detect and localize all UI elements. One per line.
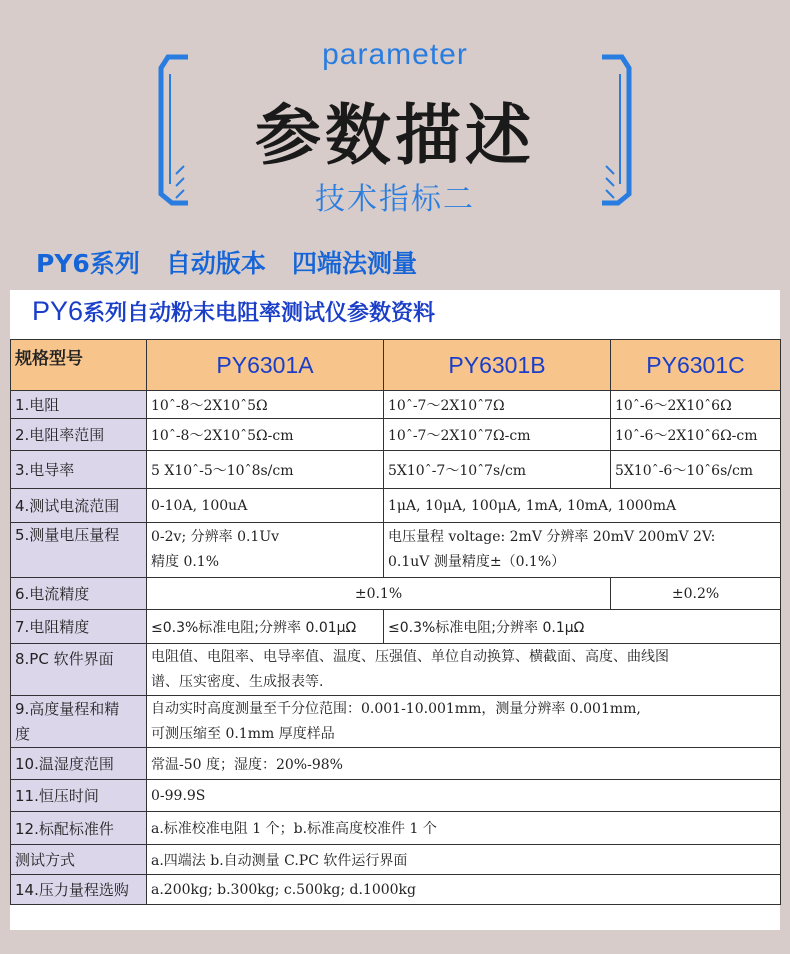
cell-b: 5X10ˆ-7～10ˆ7s/cm [384,451,611,489]
cell-bc: ≤0.3%标准电阻;分辨率 0.1μΩ [384,610,781,644]
cell-value: a.200kg; b.300kg; c.500kg; d.1000kg [147,875,781,905]
cell-a: 5 X10ˆ-5～10ˆ8s/cm [147,451,384,489]
table-row-resistivity [11,419,781,451]
cell-bc-line1: 电压量程 voltage: 2mV 分辨率 20mV 200mV 2V: [388,529,716,545]
row-label: 5.测量电压量程 [11,523,147,578]
table-row-voltage-range [11,523,781,578]
cell-line2: 可测压缩至 0.1mm 厚度样品 [151,725,335,742]
section-header [0,0,790,230]
header-subtitle: 技术指标二 [315,182,475,217]
cell-value: a.标准校准电阻 1 个；b.标准高度校准件 1 个 [147,812,781,845]
row-label: 8.PC 软件界面 [11,644,147,696]
table-row-current-accuracy [11,578,781,610]
cell-bc: 1μA, 10μA, 100μA, 1mA, 10mA, 1000mA [384,489,781,523]
header-english-title: parameter [322,38,468,71]
header-chinese-title: 参数描述 [255,97,535,174]
cell-a-line1: 0-2v; 分辨率 0.1Uv [151,529,280,545]
cell-line1: 电阻值、电阻率、电导率值、温度、压强值、单位自动换算、横截面、高度、曲线图 [151,648,669,665]
cell-a: 10ˆ-8～2X10ˆ5Ω-cm [147,419,384,451]
cell-a: 0-10A, 100uA [147,489,384,523]
row-label: 11.恒压时间 [11,780,147,812]
sheet-title-prefix: PY6 [32,296,84,326]
cell-line2: 谱、压实密度、生成报表等. [151,673,324,690]
cell-value: 常温-50 度；湿度：20%-98% [147,748,781,780]
table-row-pressure-range [11,875,781,905]
cell-c: ±0.2% [611,578,781,610]
cell-value: 0-99.9S [147,780,781,812]
cell-value [147,644,781,696]
cell-a [147,523,384,578]
cell-value: a.四端法 b.自动测量 C.PC 软件运行界面 [147,845,781,875]
row-label: 测试方式 [11,845,147,875]
table-row-resistance [11,391,781,419]
header-label-cell: 规格型号 [11,340,147,391]
table-row-standard-parts [11,812,781,845]
row-label [11,696,147,748]
cell-b: 10ˆ-7～2X10ˆ7Ω-cm [384,419,611,451]
cell-c: 5X10ˆ-6～10ˆ6s/cm [611,451,781,489]
cell-value [147,696,781,748]
spec-sheet [10,290,780,930]
spec-table [10,339,781,905]
cell-line1: 自动实时高度测量至千分位范围：0.001-10.001mm，测量分辨率 0.001mm, [151,700,641,717]
table-row-height [11,696,781,748]
model-b-header: PY6301B [384,340,611,391]
table-row-pressure-time [11,780,781,812]
model-c-header: PY6301C [611,340,781,391]
series-subtitle: PY6系列 自动版本 四端法测量 [36,249,418,278]
cell-a: 10ˆ-8～2X10ˆ5Ω [147,391,384,419]
sheet-title [32,296,435,327]
row-label: 7.电阻精度 [11,610,147,644]
cell-a: ≤0.3%标准电阻;分辨率 0.01μΩ [147,610,384,644]
table-row-test-mode [11,845,781,875]
row-label-line1: 9.高度量程和精 [15,699,120,718]
sheet-title-rest: 系列自动粉末电阻率测试仪参数资料 [83,301,436,326]
row-label: 1.电阻 [11,391,147,419]
row-label: 2.电阻率范围 [11,419,147,451]
row-label: 12.标配标准件 [11,812,147,845]
row-label-line2: 度 [15,724,31,743]
row-label: 6.电流精度 [11,578,147,610]
table-row-temp-humidity [11,748,781,780]
row-label: 4.测试电流范围 [11,489,147,523]
table-header-row [11,340,781,391]
cell-b: 10ˆ-7～2X10ˆ7Ω [384,391,611,419]
cell-ab: ±0.1% [147,578,611,610]
cell-c: 10ˆ-6～2X10ˆ6Ω-cm [611,419,781,451]
table-row-pc-software [11,644,781,696]
table-row-current-range [11,489,781,523]
row-label: 10.温湿度范围 [11,748,147,780]
cell-c: 10ˆ-6～2X10ˆ6Ω [611,391,781,419]
row-label: 3.电导率 [11,451,147,489]
cell-bc [384,523,781,578]
cell-bc-line2: 0.1uV 测量精度±（0.1%） [388,554,566,570]
cell-a-line2: 精度 0.1% [151,554,220,570]
row-label: 14.压力量程选购 [11,875,147,905]
table-row-conductivity [11,451,781,489]
model-a-header: PY6301A [147,340,384,391]
table-row-resistance-accuracy [11,610,781,644]
